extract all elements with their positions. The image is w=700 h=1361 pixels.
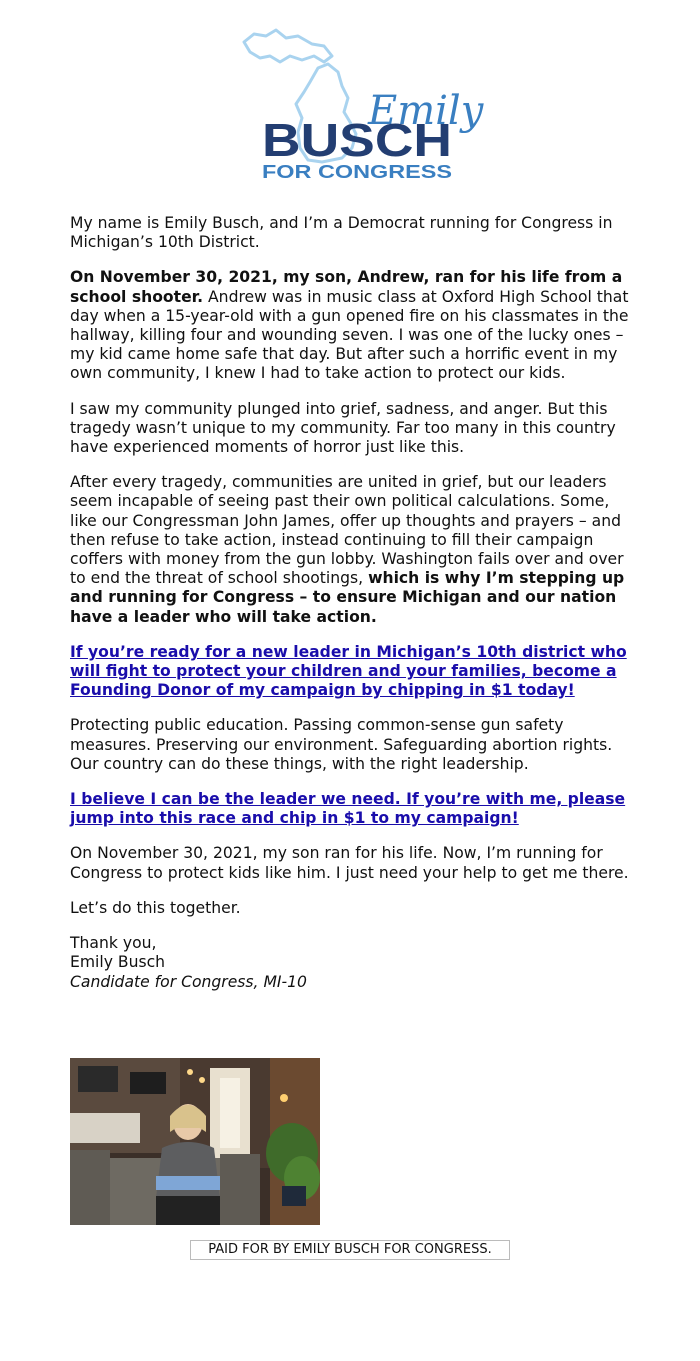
together-paragraph: Let’s do this together. — [70, 898, 241, 917]
paid-for-disclaimer: PAID FOR BY EMILY BUSCH FOR CONGRESS. — [190, 1240, 510, 1260]
signature-thanks: Thank you, — [70, 934, 157, 953]
chip-in-link[interactable]: I believe I can be the leader we need. If you’re with me, please jump into this race and chip in $1 to my campaign! — [70, 790, 626, 828]
cta-paragraph-1 — [70, 643, 635, 701]
leaders-text: After every tragedy, communities are united in grief, but our leaders seem incapable of seeing past their own political calculations. Some, like our Congressman John James, offer up thoughts and prayers – and then refuse to take action, instead continuing to fill their campaign coffers with money from the gun lobby. Washington fails over and over to end the threat of school shootings, — [70, 473, 624, 588]
founding-donor-link[interactable]: If you’re ready for a new leader in Michigan’s 10th district who will fight to protect your children and your families, become a Founding Donor of my campaign by chipping in $1 today! — [70, 642, 627, 700]
closing-paragraph: On November 30, 2021, my son ran for his life. Now, I’m running for Congress to protect kids like him. I just need your help to get me there. — [70, 844, 629, 882]
signature-title: Candidate for Congress, MI-10 — [70, 972, 307, 991]
logo-last-name: BUSCH — [262, 114, 452, 166]
leaders-emphasis: which is why I’m stepping up and running for Congress – to ensure Michigan and our nation have a leader who will take action. — [70, 569, 625, 626]
logo-first-name: Emily — [368, 88, 484, 134]
story-text: Andrew was in music class at Oxford High School that day when a 15-year-old with a gun opened fire on his classmates in the hallway, killing four and wounding seven. I was one of the lucky ones – my kid came home safe that day. But after such a horrific event in my own community, I knew I had to take action to protect our kids. — [70, 287, 629, 383]
logo-tagline: FOR CONGRESS — [262, 162, 452, 182]
story-lead: On November 30, 2021, my son, Andrew, ran for his life from a school shooter. — [70, 268, 623, 306]
priorities-paragraph: Protecting public education. Passing common-sense gun safety measures. Preserving our environment. Safeguarding abortion rights. Our country can do these things, with the right leadership. — [70, 716, 613, 773]
leaders-paragraph — [70, 473, 635, 627]
community-paragraph: I saw my community plunged into grief, sadness, and anger. But this tragedy wasn’t unique to my community. Far too many in this country have experienced moments of horror just like this. — [70, 399, 616, 457]
candidate-photo — [70, 1058, 320, 1225]
signature-block — [70, 934, 635, 992]
email-body — [70, 214, 635, 1008]
logo-graphic — [240, 26, 484, 191]
signature-name: Emily Busch — [70, 953, 166, 972]
story-paragraph — [70, 268, 635, 383]
candidate-photo-graphic — [70, 1058, 320, 1225]
cta-paragraph-2 — [70, 790, 635, 828]
campaign-logo — [240, 26, 484, 191]
intro-paragraph: My name is Emily Busch, and I’m a Democrat running for Congress in Michigan’s 10th District. — [70, 214, 613, 252]
